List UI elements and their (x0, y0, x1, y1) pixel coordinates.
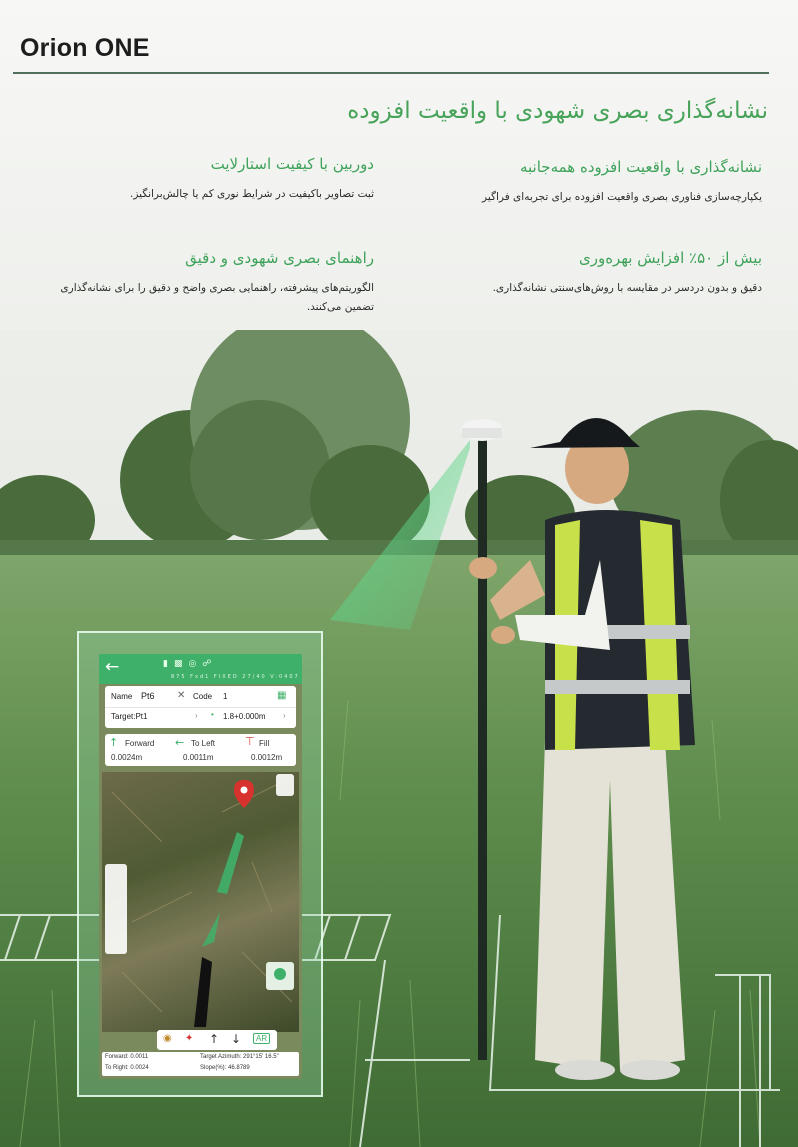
locate-icon[interactable]: ◉ (163, 1033, 172, 1044)
footer-forward: Forward: 0.0011 (105, 1054, 149, 1060)
chevron-right-icon[interactable]: › (195, 711, 198, 720)
status-icons: ▮▩◎☍ (163, 659, 218, 669)
footer-right: To Right: 0.0024 (105, 1065, 149, 1071)
back-arrow-icon[interactable]: ← (105, 657, 120, 677)
pole-icon: • (211, 710, 214, 719)
nav-left-value: 0.0011m (183, 753, 214, 762)
footer-slope: Slope(%): 46.8789 (200, 1065, 250, 1071)
nav-fill-value: 0.0012m (251, 753, 283, 762)
feature-productivity (432, 249, 762, 298)
arrow-up-icon: ↑ (109, 736, 119, 749)
header-divider (13, 72, 769, 74)
feature-desc: ثبت تصاویر باکیفیت در شرایط نوری کم یا چالش‌برانگیز. (129, 188, 374, 200)
gnss-status: 875 Fxd1 FIXED 27/40 V:0407 (171, 674, 300, 680)
feature-title: نشانه‌گذاری با واقعیت افزوده همه‌جانبه (519, 158, 762, 176)
name-code-row (105, 687, 296, 708)
feature-visual-guidance (44, 249, 374, 317)
feature-title: راهنمای بصری شهودی و دقیق (185, 249, 374, 267)
footer-azimuth: Target Azimuth: 291°15' 16.5" (200, 1054, 279, 1060)
target-point[interactable]: Target:Pt1 (111, 712, 148, 721)
grid-menu-icon[interactable]: ▦ (277, 690, 287, 701)
feature-desc: الگوریتم‌های پیشرفته، راهنمایی بصری واضح و دقیق را برای نشانه‌گذاری تضمین می‌کنند. (60, 282, 374, 313)
ar-overlay-graphics (102, 772, 299, 1032)
chevron-right-icon[interactable]: › (283, 711, 286, 720)
arrow-down-icon[interactable]: ↓ (231, 1032, 242, 1046)
stakeout-readout (102, 1052, 299, 1076)
feature-immersive-ar (432, 158, 762, 207)
stakeout-app-screen (99, 654, 302, 1079)
feature-title: بیش از ۵۰٪ افزایش بهره‌وری (578, 249, 762, 267)
code-field[interactable]: 1 (223, 692, 228, 701)
feature-starlight-camera (44, 155, 374, 204)
nav-fill-label: Fill (259, 739, 270, 748)
target-icon[interactable]: ✦ (185, 1033, 194, 1044)
brand-title: Orion ONE (20, 34, 150, 62)
target-row (105, 708, 296, 728)
arrow-up-icon[interactable]: ↑ (209, 1032, 220, 1046)
code-label: Code (193, 692, 213, 701)
nav-forward-value: 0.0024m (111, 753, 143, 762)
ar-camera-view[interactable] (102, 772, 299, 1032)
feature-title: دوربین با کیفیت استارلایت (210, 155, 374, 173)
name-field[interactable]: Pt6 (141, 691, 155, 701)
ar-toggle-icon[interactable]: AR (253, 1033, 270, 1044)
feature-desc: یکپارچه‌سازی فناوری بصری واقعیت افزوده برای تجربه‌ای فراگیر (482, 191, 762, 203)
feature-desc: دقیق و بدون دردسر در مقایسه با روش‌های‌سنتی نشانه‌گذاری. (492, 282, 762, 294)
nav-left-label: To Left (191, 739, 216, 748)
fill-icon: ⊤ (245, 735, 255, 748)
clear-icon[interactable]: ✕ (177, 690, 186, 701)
arrow-left-icon: ← (175, 736, 185, 749)
antenna-height[interactable]: 1.8+0.000m (223, 712, 266, 721)
page-title: نشانه‌گذاری بصری شهودی با واقعیت افزوده (347, 98, 768, 124)
app-status-bar (99, 654, 302, 684)
ar-toolbar (157, 1030, 277, 1050)
navigation-card (105, 734, 296, 766)
point-info-card (105, 686, 296, 728)
nav-forward-label: Forward (125, 739, 155, 748)
name-label: Name (111, 692, 133, 701)
